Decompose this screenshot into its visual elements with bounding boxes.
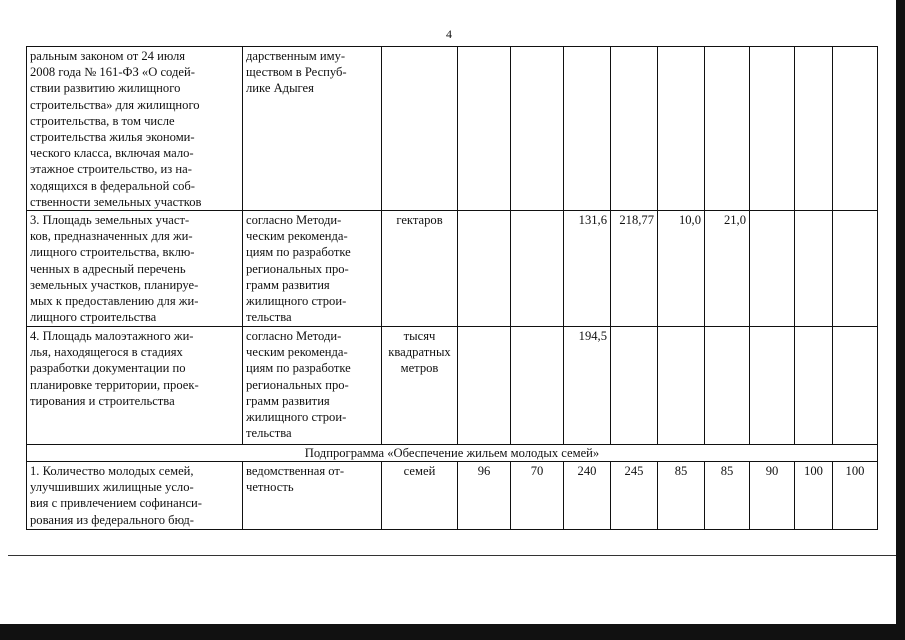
subprogram-title: Подпрограмма «Обеспечение жильем молодых семей»: [27, 445, 878, 462]
value-cell: 85: [705, 462, 750, 530]
value-cell: [833, 47, 878, 211]
source-cell-line: грамм развития: [246, 277, 330, 292]
source-cell-line: циям по разработке: [246, 245, 351, 260]
value-cell: 194,5: [564, 327, 611, 445]
indicator-cell-line: планировке территории, проек-: [30, 377, 199, 392]
source-cell-line: согласно Методи-: [246, 329, 342, 344]
indicator-cell-line: строительства жилья экономи-: [30, 130, 195, 145]
indicator-cell-line: строительства» для жилищного: [30, 97, 200, 112]
indicator-cell-line: 3. Площадь земельных участ-: [30, 213, 190, 228]
indicator-cell-line: лья, находящегося в стадиях: [30, 345, 183, 360]
indicator-cell-line: этажное строительство, из на-: [30, 162, 192, 177]
value-cell: 85: [658, 462, 705, 530]
value-cell: [511, 327, 564, 445]
indicators-table: [26, 46, 878, 530]
source-cell-line: ществом в Респуб-: [246, 65, 347, 80]
page-number: 4: [446, 27, 452, 41]
indicator-cell-line: 1. Количество молодых семей,: [30, 464, 194, 479]
source-cell-line: ческим рекоменда-: [246, 229, 348, 244]
value-cell: [564, 47, 611, 211]
value-cell: 10,0: [658, 211, 705, 327]
indicator-cell-line: улучшивших жилищные усло-: [30, 480, 194, 495]
source-cell-line: ведомственная от-: [246, 464, 345, 479]
source-cell-line: лике Адыгея: [246, 81, 314, 96]
indicator-cell: [27, 462, 243, 530]
value-cell: 100: [795, 462, 833, 530]
source-cell-line: жилищного строи-: [246, 410, 347, 425]
source-cell-line: тельства: [246, 310, 292, 325]
value-cell: 90: [750, 462, 795, 530]
source-cell-line: грамм развития: [246, 393, 330, 408]
value-cell: [611, 47, 658, 211]
subprogram-row: [27, 445, 878, 462]
indicator-cell-line: разработки документации по: [30, 361, 186, 376]
indicator-cell-line: ченных в адресный перечень: [30, 261, 186, 276]
bottom-rule: [8, 555, 898, 556]
indicator-cell-line: рования из федерального бюд-: [30, 512, 194, 527]
indicator-cell-line: ральным законом от 24 июля: [30, 49, 186, 63]
table-row: [27, 47, 878, 211]
value-cell: 21,0: [705, 211, 750, 327]
indicator-cell-line: ходящихся в федеральной соб-: [30, 178, 195, 193]
indicator-cell-line: лищного строительства, вклю-: [30, 245, 195, 260]
value-cell: 100: [833, 462, 878, 530]
value-cell: [795, 47, 833, 211]
source-cell: [243, 462, 382, 530]
unit-cell-line: тысяч: [403, 329, 436, 344]
value-cell: [611, 327, 658, 445]
value-cell: [833, 211, 878, 327]
value-cell: [511, 211, 564, 327]
indicator-cell-line: ков, предназначенных для жи-: [30, 229, 193, 244]
indicator-cell-line: строительства, в том числе: [30, 113, 175, 128]
unit-cell: [382, 327, 458, 445]
value-cell: 245: [611, 462, 658, 530]
indicator-cell-line: земельных участков, планируе-: [30, 277, 199, 292]
unit-cell: [382, 462, 458, 530]
source-cell-line: согласно Методи-: [246, 213, 342, 228]
indicator-cell-line: ческого класса, включая мало-: [30, 146, 194, 161]
source-cell-line: региональных про-: [246, 261, 349, 276]
table-row: [27, 211, 878, 327]
value-cell: [833, 327, 878, 445]
unit-cell-line: гектаров: [396, 213, 443, 228]
value-cell: [795, 327, 833, 445]
table-row: [27, 327, 878, 445]
value-cell: [705, 47, 750, 211]
value-cell: [750, 47, 795, 211]
source-cell: [243, 47, 382, 211]
indicator-cell-line: ствии развитию жилищного: [30, 81, 181, 96]
indicator-cell-line: 4. Площадь малоэтажного жи-: [30, 329, 194, 344]
value-cell: [658, 327, 705, 445]
value-cell: 240: [564, 462, 611, 530]
indicator-cell-line: мых к предоставлению для жи-: [30, 294, 199, 309]
value-cell: 96: [458, 462, 511, 530]
value-cell: [458, 327, 511, 445]
scan-edge-right: [896, 0, 905, 640]
value-cell: [511, 47, 564, 211]
value-cell: [750, 211, 795, 327]
unit-cell-line: квадратных: [388, 345, 451, 360]
indicator-cell-line: 2008 года № 161-ФЗ «О содей-: [30, 65, 195, 80]
source-cell-line: региональных про-: [246, 377, 349, 392]
scan-edge-bottom: [0, 624, 905, 640]
indicator-cell-line: вия с привлечением софинанси-: [30, 496, 202, 511]
source-cell-line: ческим рекоменда-: [246, 345, 348, 360]
unit-cell: [382, 211, 458, 327]
source-cell: [243, 327, 382, 445]
unit-cell-line: метров: [400, 361, 439, 376]
value-cell: [458, 47, 511, 211]
value-cell: [795, 211, 833, 327]
value-cell: 131,6: [564, 211, 611, 327]
value-cell: [705, 327, 750, 445]
source-cell-line: дарственным иму-: [246, 49, 346, 63]
source-cell-line: тельства: [246, 426, 292, 441]
indicator-cell-line: ственности земельных участков: [30, 194, 202, 209]
source-cell-line: четность: [246, 480, 294, 495]
value-cell: 218,77: [611, 211, 658, 327]
value-cell: 70: [511, 462, 564, 530]
indicator-cell-line: лищного строительства: [30, 310, 157, 325]
value-cell: [658, 47, 705, 211]
source-cell: [243, 211, 382, 327]
value-cell: [458, 211, 511, 327]
source-cell-line: жилищного строи-: [246, 294, 347, 309]
value-cell: [750, 327, 795, 445]
table-body: [27, 47, 878, 530]
unit-cell-line: семей: [403, 464, 436, 479]
indicator-cell: [27, 327, 243, 445]
indicator-cell: [27, 47, 243, 211]
unit-cell: [382, 47, 458, 211]
indicator-cell: [27, 211, 243, 327]
source-cell-line: циям по разработке: [246, 361, 351, 376]
table-row: [27, 462, 878, 530]
indicator-cell-line: тирования и строительства: [30, 393, 175, 408]
